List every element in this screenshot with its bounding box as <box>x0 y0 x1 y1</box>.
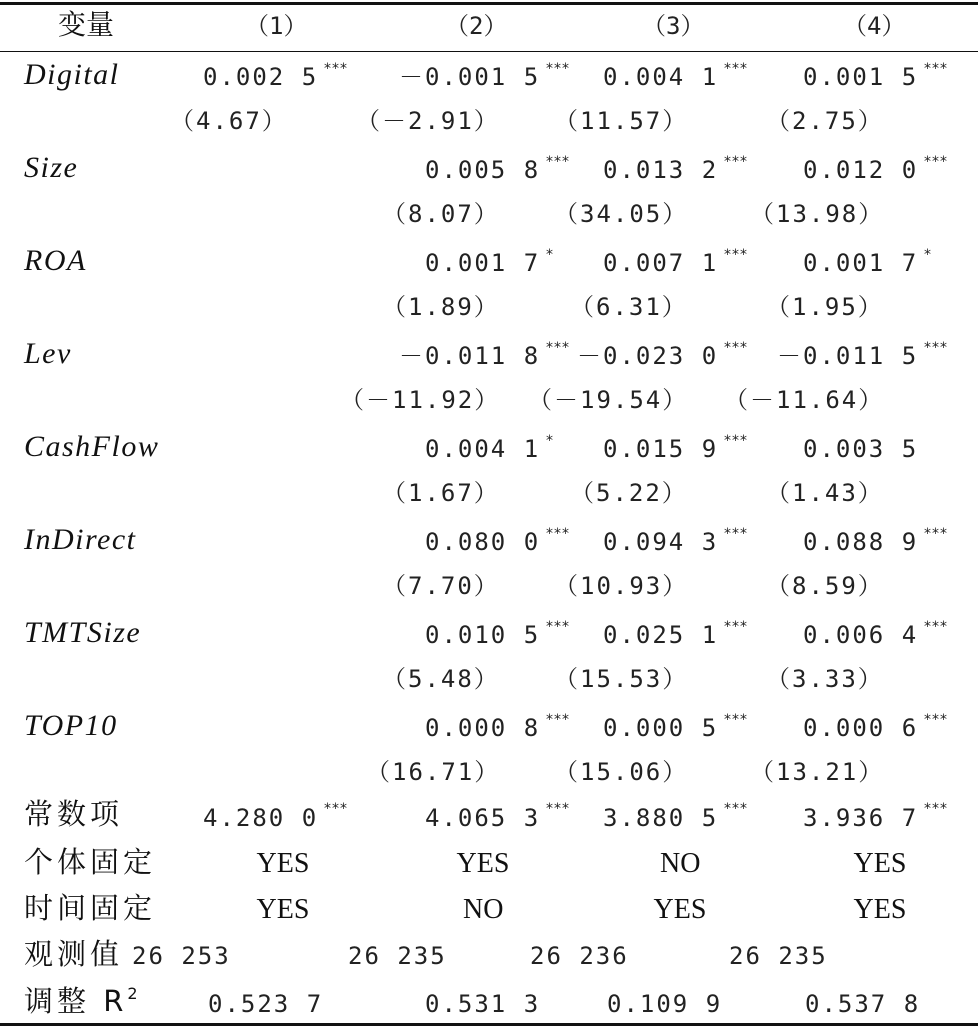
significance-stars: *** <box>546 154 570 170</box>
coefficient: 0.010 5 <box>425 621 541 649</box>
variable-label: InDirect <box>24 523 137 556</box>
significance-stars: * <box>546 247 554 263</box>
constant-coefficient: 3.880 5 <box>603 804 719 832</box>
significance-stars: *** <box>546 712 570 728</box>
significance-stars: *** <box>924 801 948 817</box>
table-header-rule <box>0 51 978 52</box>
significance-stars: *** <box>924 526 948 542</box>
t-statistic: （5.48） <box>382 665 500 693</box>
constant-coefficient: 4.065 3 <box>425 804 541 832</box>
variable-label: Digital <box>24 58 120 91</box>
t-statistic: （2.75） <box>766 107 884 135</box>
fe_time-value: YES <box>853 894 907 925</box>
adjusted-r2-value: 0.109 9 <box>607 990 723 1018</box>
constant-coefficient: 3.936 7 <box>803 804 919 832</box>
t-statistic: （8.59） <box>766 572 884 600</box>
t-statistic: （11.57） <box>554 107 689 135</box>
significance-stars: *** <box>724 801 748 817</box>
t-statistic: （34.05） <box>554 200 689 228</box>
observations-label: 观测值 <box>24 937 124 971</box>
header-col-1: （1） <box>245 12 308 40</box>
t-statistic: （－11.64） <box>724 386 885 414</box>
significance-stars: *** <box>546 801 570 817</box>
fe_indiv-value: YES <box>853 848 907 879</box>
variable-label: CashFlow <box>24 430 160 463</box>
coefficient: －0.001 5 <box>399 63 541 91</box>
t-statistic: （3.33） <box>766 665 884 693</box>
table-bottom-rule <box>0 1023 978 1026</box>
t-statistic: （15.06） <box>554 758 689 786</box>
significance-stars: *** <box>546 526 570 542</box>
significance-stars: *** <box>724 433 748 449</box>
coefficient: 0.004 1 <box>425 435 541 463</box>
adjusted-r2-text: 调整 R <box>24 984 128 1018</box>
fe_indiv-value: YES <box>256 848 310 879</box>
table-top-rule <box>0 2 978 5</box>
observations-value: 26 236 <box>530 942 629 970</box>
coefficient: 0.007 1 <box>603 249 719 277</box>
t-statistic: （1.89） <box>382 293 500 321</box>
coefficient: －0.011 5 <box>777 342 919 370</box>
t-statistic: （15.53） <box>554 665 689 693</box>
t-statistic: （－11.92） <box>340 386 501 414</box>
fe_time-value: YES <box>256 894 310 925</box>
adjusted-r2-value: 0.523 7 <box>208 990 324 1018</box>
fe_indiv-label: 个体固定 <box>24 845 157 879</box>
coefficient: 0.080 0 <box>425 528 541 556</box>
t-statistic: （4.67） <box>170 107 288 135</box>
coefficient: 0.001 5 <box>803 63 919 91</box>
coefficient: 0.003 5 <box>803 435 919 463</box>
variable-label: TMTSize <box>24 616 142 649</box>
significance-stars: *** <box>724 712 748 728</box>
significance-stars: *** <box>724 247 748 263</box>
coefficient: 0.015 9 <box>603 435 719 463</box>
t-statistic: （10.93） <box>554 572 689 600</box>
significance-stars: *** <box>924 340 948 356</box>
significance-stars: *** <box>546 619 570 635</box>
variable-label: ROA <box>24 244 87 277</box>
significance-stars: *** <box>924 61 948 77</box>
fe_indiv-value: NO <box>660 848 701 879</box>
t-statistic: （7.70） <box>382 572 500 600</box>
coefficient: 0.001 7 <box>803 249 919 277</box>
t-statistic: （13.21） <box>750 758 885 786</box>
adjusted-r2-superscript: 2 <box>127 984 142 1003</box>
significance-stars: *** <box>924 154 948 170</box>
significance-stars: *** <box>724 154 748 170</box>
constant-coefficient: 4.280 0 <box>203 804 319 832</box>
t-statistic: （1.95） <box>766 293 884 321</box>
significance-stars: *** <box>724 526 748 542</box>
header-col-3: （3） <box>642 12 705 40</box>
constant-label: 常数项 <box>24 797 124 831</box>
t-statistic: （5.22） <box>570 479 688 507</box>
significance-stars: *** <box>724 340 748 356</box>
t-statistic: （6.31） <box>570 293 688 321</box>
coefficient: 0.006 4 <box>803 621 919 649</box>
coefficient: 0.094 3 <box>603 528 719 556</box>
significance-stars: *** <box>546 61 570 77</box>
coefficient: 0.004 1 <box>603 63 719 91</box>
t-statistic: （8.07） <box>382 200 500 228</box>
coefficient: 0.005 8 <box>425 156 541 184</box>
coefficient: 0.013 2 <box>603 156 719 184</box>
observations-value: 26 253 <box>132 942 231 970</box>
significance-stars: *** <box>724 61 748 77</box>
t-statistic: （1.67） <box>382 479 500 507</box>
observations-value: 26 235 <box>729 942 828 970</box>
t-statistic: （16.71） <box>366 758 501 786</box>
t-statistic: （－19.54） <box>528 386 689 414</box>
coefficient: 0.000 6 <box>803 714 919 742</box>
significance-stars: *** <box>324 61 348 77</box>
t-statistic: （1.43） <box>766 479 884 507</box>
coefficient: 0.000 8 <box>425 714 541 742</box>
coefficient: －0.011 8 <box>399 342 541 370</box>
coefficient: 0.025 1 <box>603 621 719 649</box>
coefficient: 0.088 9 <box>803 528 919 556</box>
significance-stars: *** <box>924 712 948 728</box>
variable-label: TOP10 <box>24 709 118 742</box>
coefficient: 0.000 5 <box>603 714 719 742</box>
fe_time-value: NO <box>463 894 504 925</box>
variable-label: Lev <box>24 337 72 370</box>
t-statistic: （－2.91） <box>356 107 500 135</box>
fe_indiv-value: YES <box>456 848 510 879</box>
variable-label: Size <box>24 151 79 184</box>
t-statistic: （13.98） <box>750 200 885 228</box>
coefficient: 0.001 7 <box>425 249 541 277</box>
header-variable: 变量 <box>58 8 115 41</box>
fe_time-value: YES <box>653 894 707 925</box>
significance-stars: *** <box>324 801 348 817</box>
significance-stars: * <box>546 433 554 449</box>
header-col-2: （2） <box>445 12 508 40</box>
adjusted-r2-value: 0.537 8 <box>805 990 921 1018</box>
significance-stars: *** <box>724 619 748 635</box>
significance-stars: *** <box>924 619 948 635</box>
header-col-4: （4） <box>843 12 906 40</box>
observations-value: 26 235 <box>348 942 447 970</box>
coefficient: 0.002 5 <box>203 63 319 91</box>
fe_time-label: 时间固定 <box>24 891 157 925</box>
significance-stars: * <box>924 247 932 263</box>
significance-stars: *** <box>546 340 570 356</box>
adjusted-r2-label <box>24 986 142 1016</box>
coefficient: －0.023 0 <box>577 342 719 370</box>
coefficient: 0.012 0 <box>803 156 919 184</box>
adjusted-r2-value: 0.531 3 <box>425 990 541 1018</box>
